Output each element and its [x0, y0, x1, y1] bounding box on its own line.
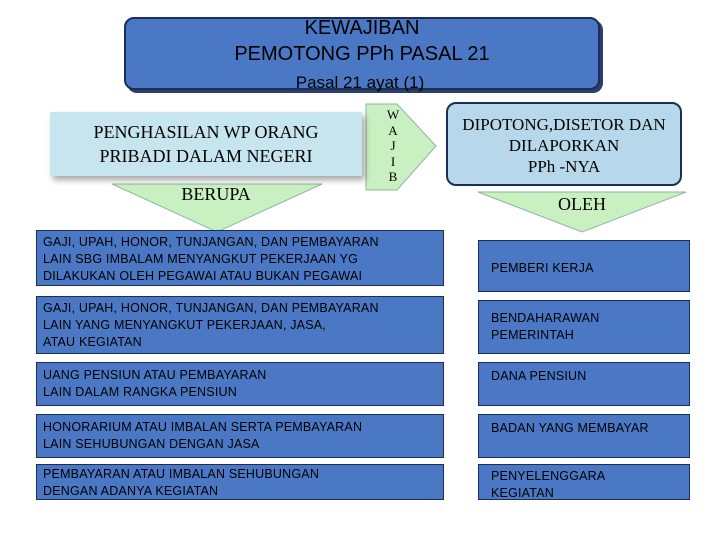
income-source-label: PENGHASILAN WP ORANG PRIBADI DALAM NEGERI — [93, 122, 319, 166]
withholder-text: BENDAHARAWAN PEMERINTAH — [491, 311, 600, 342]
title-line-2: PEMOTONG PPh PASAL 21 — [234, 43, 490, 65]
wajib-letter: J — [390, 138, 396, 153]
withholder-text: DANA PENSIUN — [491, 369, 587, 383]
withholder-box — [478, 414, 690, 458]
withholder-box — [478, 362, 690, 406]
title-line-1: KEWAJIBAN — [304, 17, 420, 39]
withholder-box — [478, 240, 690, 292]
withholder-text: PENYELENGGARA KEGIATAN — [491, 469, 606, 500]
wajib-letter: B — [388, 169, 398, 184]
income-type-box — [36, 230, 444, 286]
withholder-box — [478, 464, 690, 500]
wajib-label — [383, 107, 403, 185]
income-type-text: GAJI, UPAH, HONOR, TUNJANGAN, DAN PEMBAYARAN LAIN YANG MENYANGKUT PEKERJAAN, JASA, ATAU KEGIATAN — [43, 301, 379, 349]
income-type-box — [36, 414, 444, 458]
withholder-text: PEMBERI KERJA — [491, 261, 594, 275]
wajib-letter: A — [388, 122, 398, 138]
income-type-box — [36, 362, 444, 406]
income-type-text: UANG PENSIUN ATAU PEMBAYARAN LAIN DALAM RANGKA PENSIUN — [43, 368, 267, 399]
wajib-letter: I — [390, 153, 396, 169]
berupa-label: BERUPA — [181, 184, 251, 204]
income-type-text: PEMBAYARAN ATAU IMBALAN SEHUBUNGAN DENGAN ADANYA KEGIATAN — [43, 467, 320, 498]
withheld-label: DIPOTONG,DISETOR DAN DILAPORKAN PPh -NYA — [462, 115, 666, 176]
subtitle: Pasal 21 ayat (1) — [295, 73, 425, 92]
withholder-box — [478, 300, 690, 354]
income-type-text: HONORARIUM ATAU IMBALAN SERTA PEMBAYARAN LAIN SEHUBUNGAN DENGAN JASA — [43, 420, 363, 451]
income-type-box — [36, 296, 444, 354]
income-type-text: GAJI, UPAH, HONOR, TUNJANGAN, DAN PEMBAYARAN LAIN SBG IMBALAM MENYANGKUT PEKERJAAN YG DILAKUKAN OLEH PEGAWAI ATAU BUKAN PEGAWAI — [43, 235, 379, 283]
withholder-text: BADAN YANG MEMBAYAR — [491, 421, 649, 435]
wajib-letter: W — [386, 107, 400, 122]
oleh-label: OLEH — [558, 194, 606, 214]
income-type-box — [36, 464, 444, 500]
